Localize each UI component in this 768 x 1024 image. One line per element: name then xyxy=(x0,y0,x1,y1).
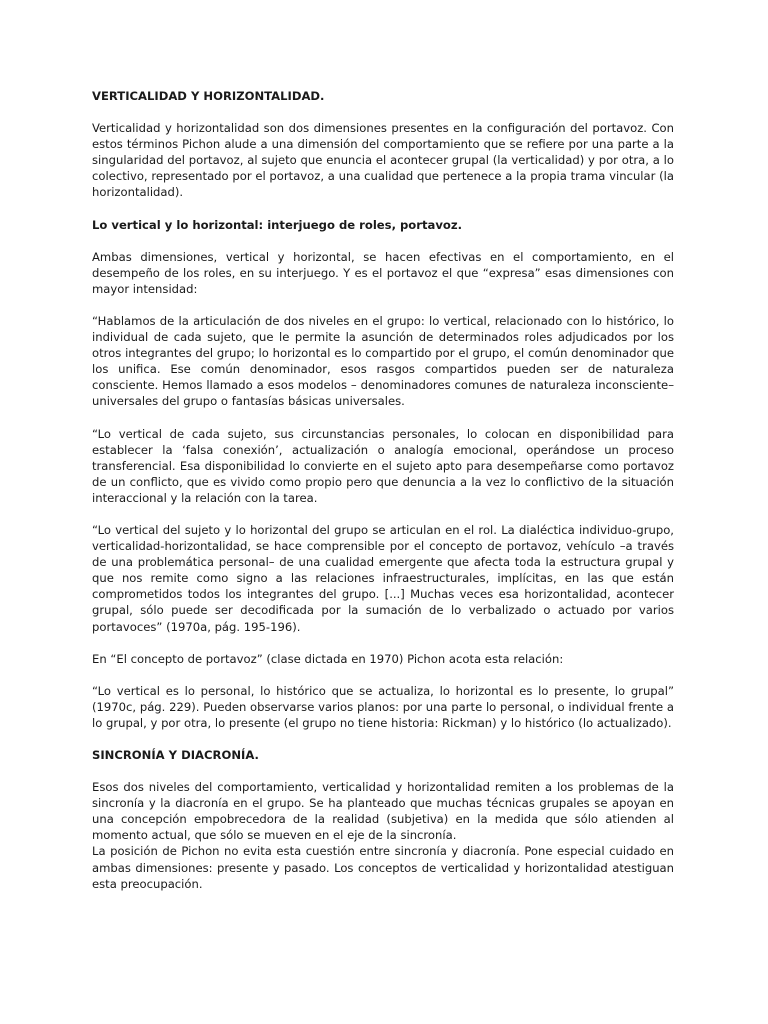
intro-paragraph: Verticalidad y horizontalidad son dos dimensiones presentes en la configuración del portavoz. Con estos términos Pichon alude a una dimensión del comportamiento que se refiere por una parte a la singularidad del portavoz, al sujeto que enuncia el acontecer grupal (la verticalidad) y por otra, a lo colectivo, representado por el portavoz, a una cualidad que pertenece a la propia trama vincular (la horizontalidad). xyxy=(92,121,674,200)
paragraph-niveles-comportamiento: Esos dos niveles del comportamiento, verticalidad y horizontalidad remiten a los problemas de la sincronía y la diacronía en el grupo. Se ha planteado que muchas técnicas grupales se apoyan en una concepción empobrecedora de la realidad (subjetiva) en la medida que sólo atienden al momento actual, que sólo se mueven en el eje de la sincronía. xyxy=(92,780,674,843)
quote-vertical-sujeto: “Lo vertical de cada sujeto, sus circunstancias personales, lo colocan en disponibilidad para establecer la ‘falsa conexión’, actualización o analogía emocional, operándose un proceso transferencial. Esa disponibilidad lo convierte en el sujeto apto para desempeñarse como portavoz de un conflicto, que es vivido como propio pero que denuncia a la vez lo conflictivo de la situación interaccional y la relación con la tarea. xyxy=(92,426,674,505)
section-heading-sincronia: SINCRONÍA Y DIACRONÍA. xyxy=(92,748,259,762)
quote-rol-portavoz: “Lo vertical del sujeto y lo horizontal del grupo se articulan en el rol. La dialéctica individuo-grupo, verticalidad-horizontalidad, se hace comprensible por el concepto de portavoz, vehículo –a través de una problemática personal– de una cualidad emergente que afecta toda la estructura grupal y que nos remite como signo a las relaciones infraestructurales, implícitas, en las que están comprometidos todos los integrantes del grupo. [...] Muchas veces esa horizontalidad, acontecer grupal, sólo puede ser decodificada por la sumación de lo verbalizado o actuado por varios portavoces” (1970a, pág. 195-196). xyxy=(92,522,674,634)
section-heading-vertical-horizontal: Lo vertical y lo horizontal: interjuego de roles, portavoz. xyxy=(92,217,463,232)
quote-personal-grupal: “Lo vertical es lo personal, lo histórico que se actualiza, lo horizontal es lo presente, lo grupal” (1970c, pág. 229). Pueden observarse varios planos: por una parte lo personal, o individual frente a lo grupal, y por otra, lo presente (el grupo no tiene historia: Rickman) y lo histórico (lo actualizado). xyxy=(92,683,674,730)
paragraph-posicion-pichon: La posición de Pichon no evita esta cuestión entre sincronía y diacronía. Pone especial cuidado en ambas dimensiones: presente y pasado. Los conceptos de verticalidad y horizontalidad atestiguan esta preocupación. xyxy=(92,844,674,891)
quote-articulacion-niveles: “Hablamos de la articulación de dos niveles en el grupo: lo vertical, relacionado con lo histórico, lo individual de cada sujeto, que le permite la asunción de determinados roles adjudicados por los otros integrantes del grupo; lo horizontal es lo compartido por el grupo, el común denominador que los unifica. Ese común denominador, esos rasgos compartidos pueden ser de naturaleza consciente. Hemos llamado a esos modelos – denominadores comunes de naturaleza inconsciente– universales del grupo o fantasías básicas universales. xyxy=(92,313,674,409)
document-title: VERTICALIDAD Y HORIZONTALIDAD. xyxy=(92,89,325,103)
paragraph-ambas-dimensiones: Ambas dimensiones, vertical y horizontal, se hacen efectivas en el comportamiento, en el desempeño de los roles, en su interjuego. Y es el portavoz el que “expresa” esas dimensiones con mayor intensidad: xyxy=(92,249,674,296)
paragraph-concepto-portavoz: En “El concepto de portavoz” (clase dictada en 1970) Pichon acota esta relación: xyxy=(92,651,564,666)
document-page xyxy=(92,88,674,908)
